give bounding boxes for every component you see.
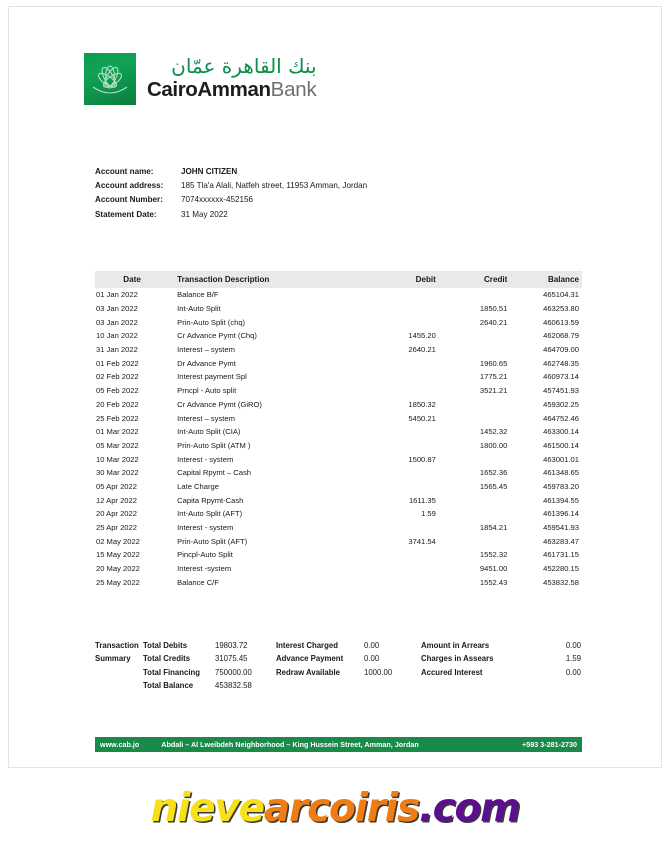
summary-title-line1: Transaction xyxy=(95,641,139,650)
transaction-date: 25 Feb 2022 xyxy=(96,413,139,423)
transaction-balance: 464709.00 xyxy=(543,345,579,355)
table-row xyxy=(95,521,582,535)
transaction-balance: 459541.93 xyxy=(543,523,579,533)
transaction-debit xyxy=(374,370,446,384)
transaction-credit: 1850.51 xyxy=(479,304,508,314)
transactions-table xyxy=(95,271,582,589)
table-row xyxy=(95,562,582,576)
footer-website-link[interactable]: www.cab.jo xyxy=(100,740,140,749)
summary-value-total-balance: 453832.58 xyxy=(215,681,252,691)
transaction-debit xyxy=(374,575,446,589)
transaction-description: Capital Rpymt – Cash xyxy=(177,468,251,478)
table-row xyxy=(95,452,582,466)
summary-group1-values xyxy=(215,639,252,693)
transaction-debit xyxy=(374,425,446,439)
transaction-date: 20 Feb 2022 xyxy=(96,399,139,409)
transaction-credit: 1552.32 xyxy=(479,550,508,560)
transaction-debit xyxy=(374,521,446,535)
transaction-debit xyxy=(374,480,446,494)
transaction-description: Interest - system xyxy=(177,454,234,464)
account-row-address xyxy=(95,179,367,193)
transaction-debit xyxy=(374,562,446,576)
transaction-date: 03 Jan 2022 xyxy=(96,317,138,327)
transaction-date: 02 May 2022 xyxy=(96,536,140,546)
table-row xyxy=(95,466,582,480)
transaction-debit xyxy=(374,302,446,316)
transaction-description: Interest – system xyxy=(177,345,235,355)
statement-date-value: 31 May 2022 xyxy=(181,209,228,219)
transaction-description: Interest - system xyxy=(177,523,234,533)
transaction-balance: 459783.20 xyxy=(543,481,579,491)
transaction-credit: 1552.43 xyxy=(479,577,508,587)
table-row xyxy=(95,398,582,412)
table-row xyxy=(95,548,582,562)
transaction-balance: 465104.31 xyxy=(543,290,579,300)
transaction-credit: 1854.21 xyxy=(479,523,508,533)
transaction-description: Balance B/F xyxy=(177,290,219,300)
watermark-part-com: .com xyxy=(418,786,520,831)
transaction-credit xyxy=(446,452,518,466)
transaction-debit: 1.59 xyxy=(421,509,436,519)
transaction-balance: 459302.25 xyxy=(543,399,579,409)
logo-latin-text xyxy=(147,78,317,101)
summary-value-total-financing: 750000.00 xyxy=(215,667,252,677)
transaction-balance: 462068.79 xyxy=(543,331,579,341)
transaction-date: 20 May 2022 xyxy=(96,564,140,574)
transaction-description: Interest – system xyxy=(177,413,235,423)
table-row xyxy=(95,439,582,453)
transaction-date: 05 Apr 2022 xyxy=(96,481,137,491)
watermark-part-nieve: nieve xyxy=(150,786,264,831)
summary-label-total-debits: Total Debits xyxy=(143,641,188,650)
logo-wordmark xyxy=(147,53,317,101)
transaction-debit xyxy=(374,315,446,329)
summary-group-arrears xyxy=(421,639,581,693)
transaction-credit: 1960.65 xyxy=(479,358,508,368)
summary-label-total-balance: Total Balance xyxy=(143,681,194,691)
summary-label-amount-in-arrears: Amount in Arrears xyxy=(421,641,490,650)
column-header-balance: Balance xyxy=(517,271,582,288)
footer-bar xyxy=(95,737,582,752)
transaction-debit xyxy=(374,356,446,370)
transaction-date: 10 Mar 2022 xyxy=(96,454,139,464)
transaction-date: 05 Mar 2022 xyxy=(96,440,139,450)
account-details xyxy=(95,165,367,222)
summary-title xyxy=(95,639,143,693)
logo-arabic-text: بنك القاهرة عمّان xyxy=(171,54,317,78)
transaction-balance: 461394.55 xyxy=(543,495,579,505)
summary-value-advance-payment: 0.00 xyxy=(364,654,380,664)
transaction-debit: 1850.32 xyxy=(408,399,436,409)
summary-value-amount-in-arrears: 0.00 xyxy=(565,641,581,650)
summary-title-line2: Summary xyxy=(95,654,131,664)
table-row xyxy=(95,411,582,425)
summary-label-advance-payment: Advance Payment xyxy=(276,654,344,664)
account-number-value: 7074xxxxxx-452156 xyxy=(181,195,253,205)
table-row xyxy=(95,384,582,398)
transaction-debit xyxy=(374,548,446,562)
table-header xyxy=(95,271,582,288)
table-body xyxy=(95,288,582,589)
account-row-name xyxy=(95,165,367,179)
transaction-balance: 453832.58 xyxy=(543,577,579,587)
transaction-description: Int-Auto Split xyxy=(177,304,221,314)
transaction-credit xyxy=(446,411,518,425)
summary-group-totals xyxy=(143,639,276,693)
account-address-value: 185 Tla'a Alali, Natfeh street, 11953 Amman, Jordan xyxy=(181,181,368,191)
transaction-credit xyxy=(446,398,518,412)
table-row xyxy=(95,534,582,548)
transaction-date: 01 Feb 2022 xyxy=(96,358,139,368)
watermark xyxy=(0,786,670,831)
transaction-balance: 461500.14 xyxy=(543,440,579,450)
transaction-date: 01 Jan 2022 xyxy=(96,290,138,300)
transaction-date: 25 Apr 2022 xyxy=(96,523,137,533)
table-row xyxy=(95,575,582,589)
account-number-label: Account Number: xyxy=(95,195,163,205)
transaction-balance: 463300.14 xyxy=(543,427,579,437)
summary-value-total-debits: 19803.72 xyxy=(215,641,248,650)
transaction-balance: 457451.93 xyxy=(543,386,579,396)
summary-value-interest-charged: 0.00 xyxy=(364,641,380,650)
account-name-label: Account name: xyxy=(95,167,154,176)
statement-page xyxy=(8,6,662,768)
transaction-debit xyxy=(374,466,446,480)
transaction-date: 15 May 2022 xyxy=(96,550,140,560)
column-header-debit: Debit xyxy=(374,271,446,288)
transaction-description: Pincpl-Auto Split xyxy=(177,550,233,560)
transaction-debit xyxy=(374,384,446,398)
transaction-description: Interest payment Spl xyxy=(177,372,247,382)
transaction-date: 02 Feb 2022 xyxy=(96,372,139,382)
transaction-date: 10 Jan 2022 xyxy=(96,331,138,341)
transaction-balance: 460613.59 xyxy=(543,317,579,327)
transaction-date: 01 Mar 2022 xyxy=(96,427,139,437)
transaction-debit: 3741.54 xyxy=(408,536,436,546)
transaction-credit xyxy=(446,329,518,343)
transaction-description: Prin-Auto Split (ATM ) xyxy=(177,440,251,450)
transaction-credit: 1565.45 xyxy=(479,481,508,491)
table-row xyxy=(95,425,582,439)
table-row xyxy=(95,302,582,316)
transaction-balance: 464752.46 xyxy=(543,413,579,423)
logo-latin-light: Bank xyxy=(270,78,317,101)
transaction-credit xyxy=(446,493,518,507)
transaction-description: Interest -system xyxy=(177,564,232,574)
account-name-value: JOHN CITIZEN xyxy=(181,167,238,176)
summary-group1-labels xyxy=(143,639,215,693)
transaction-description: Cr Advance Pymt (Chq) xyxy=(177,331,257,341)
table-row xyxy=(95,315,582,329)
transaction-date: 03 Jan 2022 xyxy=(96,304,138,314)
transaction-debit xyxy=(374,288,446,302)
summary-label-total-financing: Total Financing xyxy=(143,667,201,677)
transaction-credit: 3521.21 xyxy=(479,386,508,396)
transaction-balance: 461396.14 xyxy=(543,509,579,519)
summary-value-redraw-available: 1000.00 xyxy=(364,667,393,677)
table-row xyxy=(95,343,582,357)
transaction-date: 31 Jan 2022 xyxy=(96,345,138,355)
table-row xyxy=(95,370,582,384)
transaction-date: 05 Feb 2022 xyxy=(96,386,139,396)
footer-address: Abdali – Al Lweibdeh Neighborhood – King Hussein Street, Amman, Jordan xyxy=(161,740,419,749)
summary-label-redraw-available: Redraw Available xyxy=(276,667,340,677)
account-address-label: Account address: xyxy=(95,181,164,191)
transaction-credit xyxy=(446,534,518,548)
transaction-description: Prin-Auto Split (AFT) xyxy=(177,536,248,546)
transaction-credit: 1775.21 xyxy=(479,372,508,382)
footer-phone: +593 3-281-2730 xyxy=(522,740,577,749)
transaction-balance: 463001.01 xyxy=(543,454,579,464)
transaction-debit: 1455.20 xyxy=(408,331,436,341)
transaction-balance: 461348.65 xyxy=(543,468,579,478)
transaction-description: Late Charge xyxy=(177,481,219,491)
transaction-date: 12 Apr 2022 xyxy=(96,495,137,505)
watermark-part-arcoiris: arcoiris xyxy=(263,786,419,831)
table-row xyxy=(95,480,582,494)
table-row xyxy=(95,329,582,343)
summary-group-interest xyxy=(276,639,421,693)
transaction-balance: 462748.35 xyxy=(543,358,579,368)
transaction-balance: 463283.47 xyxy=(543,536,579,546)
transaction-debit: 1500.87 xyxy=(408,454,436,464)
table-row xyxy=(95,356,582,370)
transaction-date: 30 Mar 2022 xyxy=(96,468,139,478)
transaction-date: 20 Apr 2022 xyxy=(96,509,137,519)
transaction-credit: 9451.00 xyxy=(479,564,508,574)
summary-value-accured-interest: 0.00 xyxy=(565,667,581,677)
transaction-debit: 5450.21 xyxy=(408,413,436,423)
summary-label-interest-charged: Interest Charged xyxy=(276,641,338,650)
transaction-credit: 1652.36 xyxy=(479,468,508,478)
logo-latin-bold: CairoAmman xyxy=(147,78,271,101)
transaction-description: Int-Auto Split (CIA) xyxy=(177,427,241,437)
table-header-row xyxy=(95,271,582,288)
column-header-description: Transaction Description xyxy=(169,271,374,288)
transaction-summary xyxy=(95,639,581,693)
transaction-description: Int-Auto Split (AFT) xyxy=(177,509,243,519)
transaction-credit: 1452.32 xyxy=(479,427,508,437)
column-header-credit: Credit xyxy=(446,271,518,288)
account-row-statement-date xyxy=(95,208,367,222)
table-row xyxy=(95,288,582,302)
transaction-credit: 2640.21 xyxy=(479,317,508,327)
summary-label-accured-interest: Accured Interest xyxy=(421,667,483,677)
transaction-date: 25 May 2022 xyxy=(96,577,140,587)
transaction-balance: 461731.15 xyxy=(543,550,579,560)
account-row-number xyxy=(95,193,367,207)
transaction-description: Capita Rpymt-Cash xyxy=(177,495,244,505)
transaction-balance: 463253.80 xyxy=(543,304,579,314)
summary-label-total-credits: Total Credits xyxy=(143,654,191,664)
statement-date-label: Statement Date: xyxy=(95,209,157,219)
transaction-description: Balance C/F xyxy=(177,577,219,587)
summary-group2-values xyxy=(364,639,392,693)
summary-group3-labels xyxy=(421,639,533,693)
transaction-debit xyxy=(374,439,446,453)
column-header-date: Date xyxy=(95,271,169,288)
transaction-balance: 452280.15 xyxy=(543,564,579,574)
lotus-flower-icon xyxy=(84,53,136,105)
summary-value-total-credits: 31075.45 xyxy=(215,654,248,664)
transaction-credit xyxy=(446,288,518,302)
transaction-credit: 1800.00 xyxy=(479,440,508,450)
transaction-debit: 2640.21 xyxy=(408,345,436,355)
transaction-description: Prin-Auto Split (chq) xyxy=(177,317,246,327)
bank-logo xyxy=(84,53,317,105)
transaction-balance: 460973.14 xyxy=(543,372,579,382)
table-row xyxy=(95,493,582,507)
transaction-credit xyxy=(446,507,518,521)
transaction-description: Prncpl - Auto split xyxy=(177,386,237,396)
transaction-description: Cr Advance Pymt (GiRO) xyxy=(177,399,262,409)
table-row xyxy=(95,507,582,521)
transaction-description: Dr Advance Pymt xyxy=(177,358,236,368)
transaction-debit: 1611.35 xyxy=(408,495,436,505)
transaction-credit xyxy=(446,343,518,357)
summary-value-charges-in-assears: 1.59 xyxy=(565,654,581,664)
summary-group3-values xyxy=(533,639,581,693)
summary-group2-labels xyxy=(276,639,364,693)
summary-label-charges-in-assears: Charges in Assears xyxy=(421,654,494,664)
